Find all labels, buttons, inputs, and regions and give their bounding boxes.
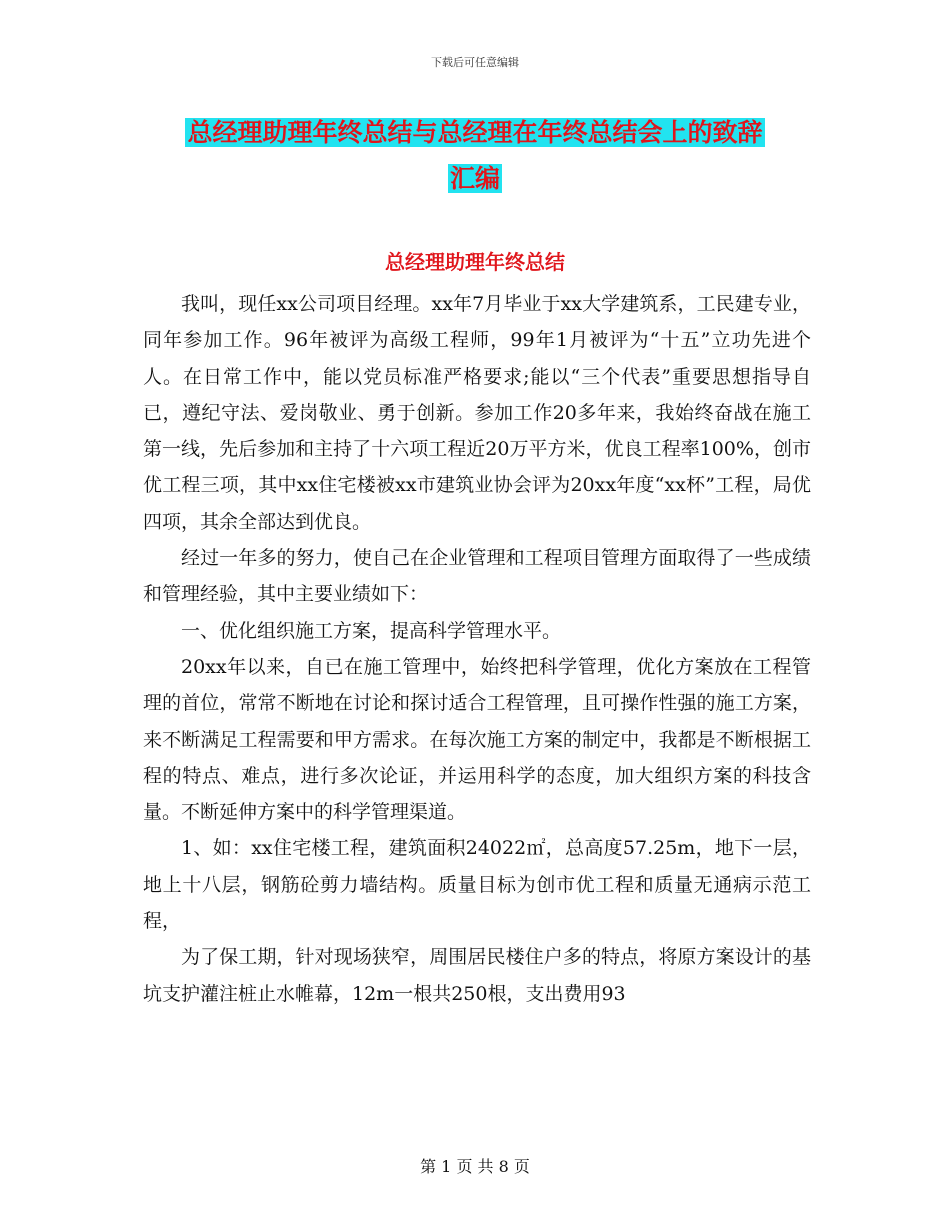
body-text	[143, 286, 811, 1012]
document-title	[140, 110, 810, 202]
paragraph: 我叫，现任xx公司项目经理。xx年7月毕业于xx大学建筑系，工民建专业，同年参加工作。96年被评为高级工程师，99年1月被评为“十五”立功先进个人。在日常工作中，能以党员标准严格要求;能以“三个代表”重要思想指导自已，遵纪守法、爱岗敬业、勇于创新。参加工作20多年来，我始终奋战在施工第一线，先后参加和主持了十六项工程近20万平方米，优良工程率100%，创市优工程三项，其中xx住宅楼被xx市建筑业协会评为20xx年度“xx杯”工程，局优四项，其余全部达到优良。	[143, 293, 811, 533]
header-note: 下载后可任意编辑	[431, 56, 519, 69]
page-footer: 第 1 页 共 8 页	[420, 1157, 530, 1176]
paragraph: 一、优化组织施工方案，提高科学管理水平。	[181, 619, 562, 642]
paragraph: 为了保工期，针对现场狭窄，周围居民楼住户多的特点，将原方案设计的基坑支护灌注桩止水帷幕，12m一根共250根，支出费用93	[143, 946, 811, 1005]
document-title-line1: 总经理助理年终总结与总经理在年终总结会上的致辞	[187, 118, 763, 147]
paragraph: 20xx年以来，自已在施工管理中，始终把科学管理，优化方案放在工程管理的首位，常常不断地在讨论和探讨适合工程管理，且可操作性强的施工方案，来不断满足工程需要和甲方需求。在每次施工方案的制定中，我都是不断根据工程的特点、难点，进行多次论证，并运用科学的态度，加大组织方案的科技含量。不断延伸方案中的科学管理渠道。	[143, 655, 811, 824]
paragraph: 1、如：xx住宅楼工程，建筑面积24022㎡，总高度57.25m，地下一层，地上十八层，钢筋砼剪力墙结构。质量目标为创市优工程和质量无通病示范工程，	[143, 837, 811, 933]
paragraph: 经过一年多的努力，使自己在企业管理和工程项目管理方面取得了一些成绩和管理经验，其中主要业绩如下：	[143, 547, 811, 606]
document-title-line2: 汇编	[449, 164, 500, 193]
section-title: 总经理助理年终总结	[385, 250, 565, 274]
